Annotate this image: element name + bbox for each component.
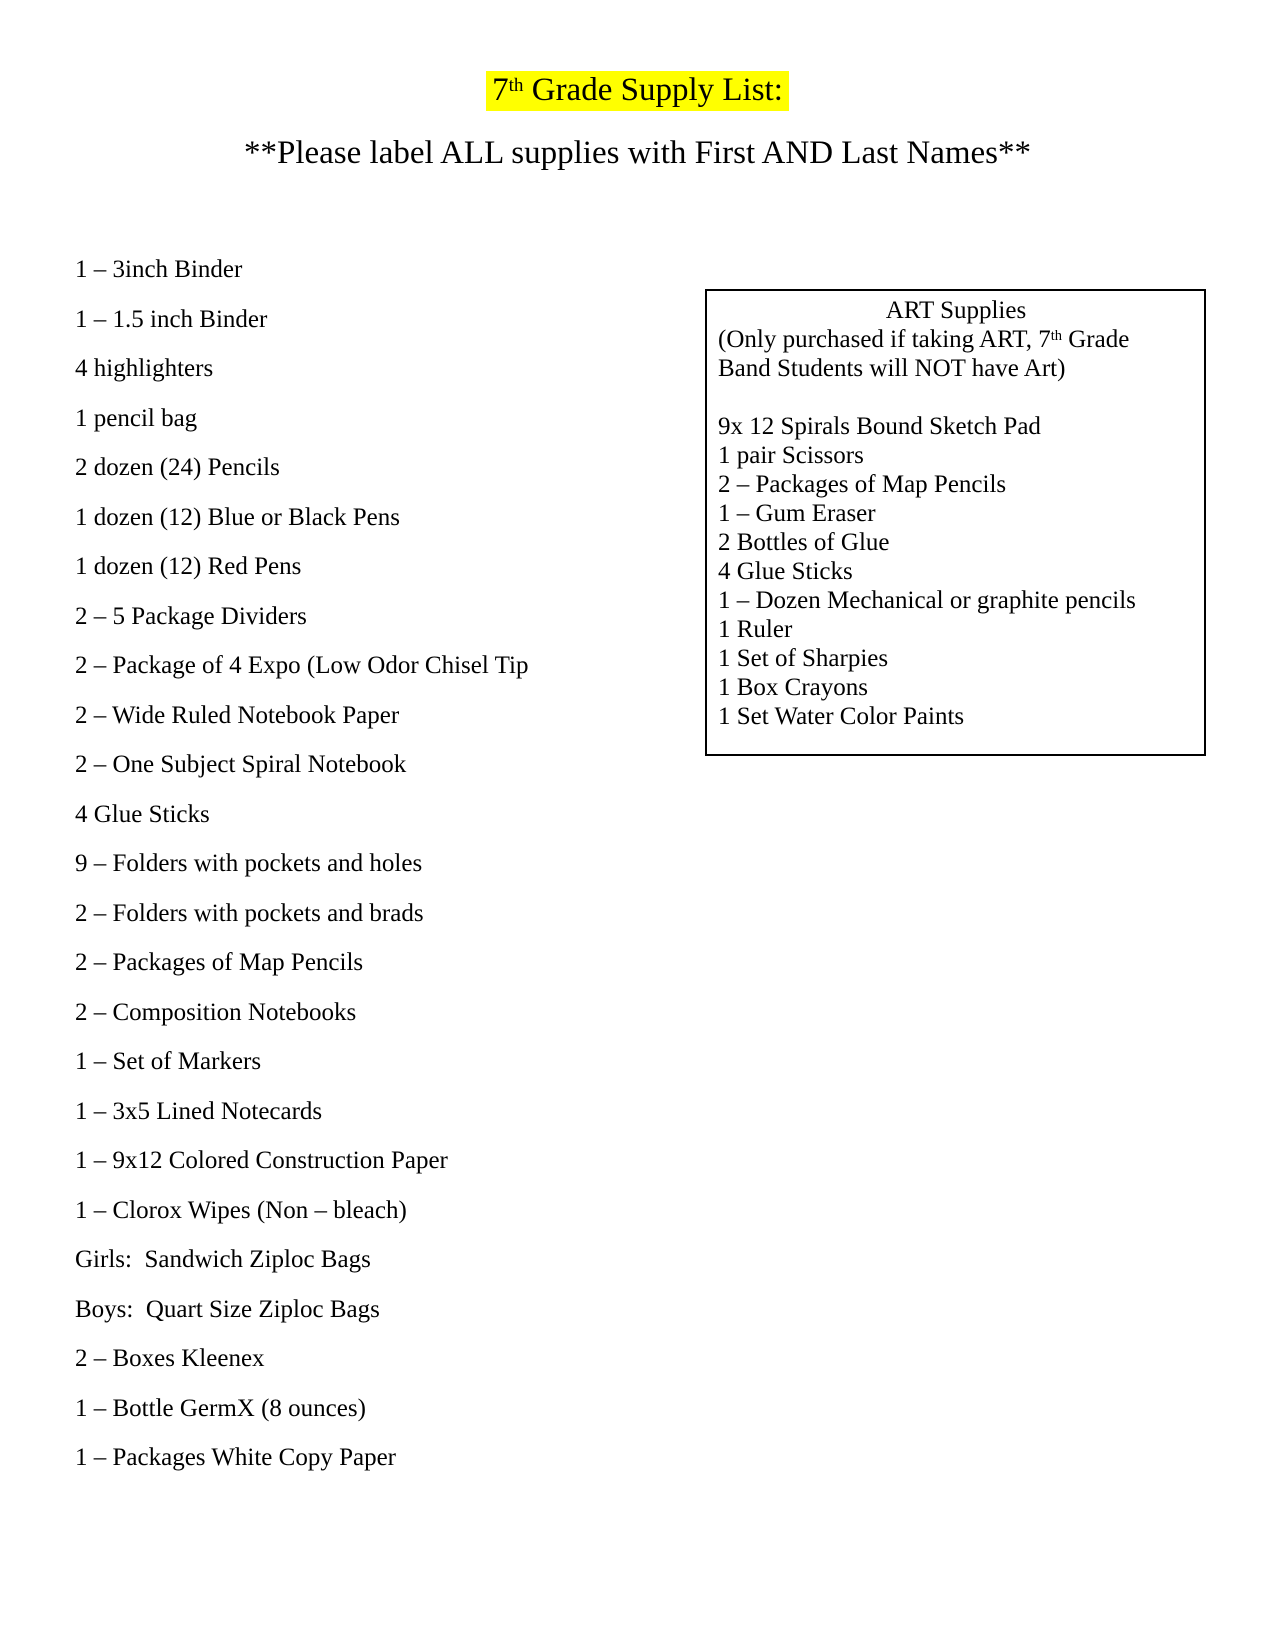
list-item: 2 dozen (24) Pencils bbox=[75, 454, 280, 481]
list-item: 9x 12 Spirals Bound Sketch Pad bbox=[718, 413, 1041, 440]
list-item: 4 highlighters bbox=[75, 355, 214, 382]
list-item: 2 – Packages of Map Pencils bbox=[75, 949, 364, 976]
list-item: 1 – Bottle GermX (8 ounces) bbox=[75, 1394, 366, 1422]
list-item: 1 Set Water Color Paints bbox=[718, 703, 965, 730]
list-item: 1 – 1.5 inch Binder bbox=[75, 305, 268, 333]
list-item: 1 – Gum Eraser bbox=[718, 500, 876, 527]
list-item: 1 – Set of Markers bbox=[75, 1048, 262, 1075]
list-item: 4 Glue Sticks bbox=[75, 800, 210, 828]
art-note-line1-post: Grade bbox=[1061, 326, 1130, 353]
supply-list bbox=[75, 245, 675, 1483]
list-item: 1 Ruler bbox=[718, 616, 793, 643]
art-note-line-1 bbox=[718, 325, 1194, 354]
title-text-pre: 7 bbox=[492, 72, 509, 108]
list-item: 9 – Folders with pockets and holes bbox=[75, 850, 423, 877]
page-title bbox=[0, 71, 1275, 110]
list-item: 1 – Clorox Wipes (Non – bleach) bbox=[75, 1196, 407, 1224]
list-item: Boys: Quart Size Ziploc Bags bbox=[75, 1295, 380, 1323]
art-supplies-list bbox=[718, 412, 1194, 731]
art-supplies-box bbox=[705, 289, 1206, 756]
list-item: 1 – 3inch Binder bbox=[75, 256, 243, 283]
list-item: 1 Set of Sharpies bbox=[718, 645, 889, 672]
list-item: 1 – Packages White Copy Paper bbox=[75, 1444, 396, 1471]
list-item: 1 – 3x5 Lined Notecards bbox=[75, 1097, 323, 1125]
list-item: 1 Box Crayons bbox=[718, 674, 868, 701]
list-item: 1 – Dozen Mechanical or graphite pencils bbox=[718, 587, 1136, 614]
list-item: 2 – 5 Package Dividers bbox=[75, 602, 307, 630]
list-item: 1 dozen (12) Red Pens bbox=[75, 553, 302, 580]
title-text-post: Grade Supply List: bbox=[523, 72, 783, 108]
list-item: 1 pencil bag bbox=[75, 404, 198, 432]
list-item: 1 – 9x12 Colored Construction Paper bbox=[75, 1147, 448, 1174]
list-item: 2 – Packages of Map Pencils bbox=[718, 471, 1007, 498]
list-item: 2 – Boxes Kleenex bbox=[75, 1345, 265, 1372]
subtitle: **Please label ALL supplies with First AND Last Names** bbox=[243, 135, 1032, 171]
blank-line bbox=[718, 383, 1194, 412]
title-superscript: th bbox=[508, 75, 524, 97]
list-item: 2 Bottles of Glue bbox=[718, 529, 890, 556]
list-item: 1 pair Scissors bbox=[718, 442, 864, 469]
list-item: Girls: Sandwich Ziploc Bags bbox=[75, 1246, 371, 1273]
art-note-line1-pre: (Only purchased if taking ART, 7 bbox=[718, 326, 1051, 353]
list-item: 2 – Wide Ruled Notebook Paper bbox=[75, 701, 400, 729]
title-highlight bbox=[486, 71, 789, 111]
list-item: 2 – Folders with pockets and brads bbox=[75, 899, 424, 927]
list-item: 2 – Composition Notebooks bbox=[75, 998, 357, 1026]
art-note-superscript: th bbox=[1050, 328, 1062, 345]
list-item: 2 – Package of 4 Expo (Low Odor Chisel Tip bbox=[75, 652, 529, 679]
art-note-line-2: Band Students will NOT have Art) bbox=[718, 355, 1066, 382]
list-item: 1 dozen (12) Blue or Black Pens bbox=[75, 503, 400, 531]
list-item: 2 – One Subject Spiral Notebook bbox=[75, 751, 407, 778]
list-item: 4 Glue Sticks bbox=[718, 558, 853, 585]
art-box-title: ART Supplies bbox=[885, 297, 1027, 324]
